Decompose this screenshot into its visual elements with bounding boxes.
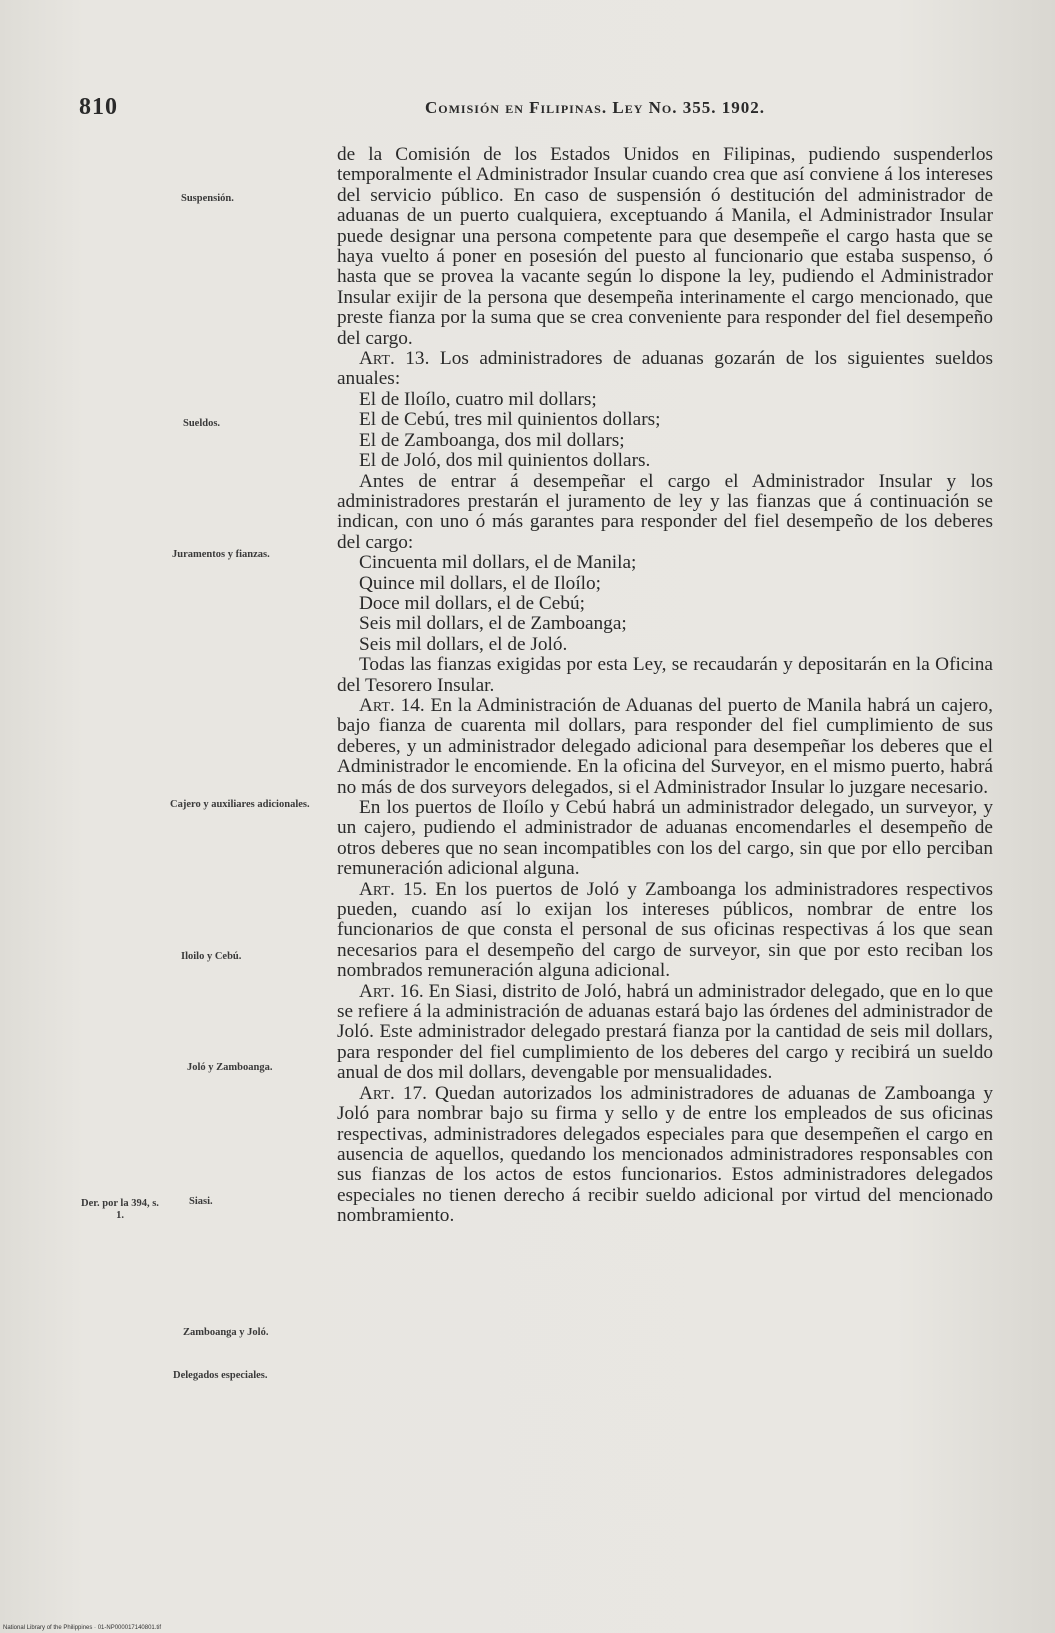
law-text — [337, 145, 993, 1227]
salary-zamboanga: El de Zamboanga, dos mil dollars; — [359, 429, 625, 451]
salary-cebu: El de Cebú, tres mil quinientos dollars; — [359, 409, 661, 431]
article-text: En la Administración de Aduanas del puerto de Manila habrá un cajero, bajo fianza de cuarenta mil dollars, para responder del fiel cumplimiento de sus deberes, y un administrador delegado adicional para desempeñar los deberes que el Administrador le encomiende. En la oficina del Surveyor, en el mismo puerto, habrá no más de dos surveyors delegados, si el Administrador Insular lo juzgare necesario. — [337, 694, 994, 798]
article-text: Quedan autorizados los administradores de aduanas de Zamboanga y Joló para nombrar bajo su firma y sello y de entre los empleados de sus oficinas respectivas, administradores delegados especiales para que desempeñen el cargo en ausencia de aquellos, quedando los mencionados administradores responsables con sus fianzas de los actos de estos funcionarios. Estos administradores delegados especiales no tienen derecho á recibir sueldo adicional por virtud del mencionado nombramiento. — [337, 1082, 994, 1227]
margin-note-sueldos: Sueldos. — [183, 418, 221, 429]
article-label: Art. 13. — [359, 348, 430, 370]
article-17 — [337, 1084, 993, 1227]
margin-note-suspension: Suspensión. — [181, 193, 234, 204]
page-header — [0, 94, 1055, 130]
salary-iloilo: El de Iloílo, cuatro mil dollars; — [359, 388, 597, 410]
article-15 — [337, 880, 993, 982]
article-13 — [337, 349, 993, 390]
article-text: En Siasi, distrito de Joló, habrá un administrador delegado, que en lo que se refiere á la administración de aduanas estará bajo las órdenes del administrador de Joló. Este administrador delegado prestará fianza por la cantidad de seis mil dollars, para responder del fiel cumplimiento de los deberes del cargo y recibirá un sueldo anual de dos mil dollars, devengable por mensualidades. — [337, 980, 994, 1084]
bond-iloilo: Quince mil dollars, el de Iloílo; — [359, 572, 602, 594]
page-number: 810 — [79, 94, 118, 120]
margin-note-jolo: Joló y Zamboanga. — [187, 1062, 273, 1073]
article-text: Los administradores de aduanas gozarán de los siguientes sueldos anuales: — [337, 348, 993, 390]
margin-note-siasi: Siasi. — [189, 1196, 213, 1207]
margin-note-juramentos: Juramentos y fianzas. — [172, 549, 270, 560]
bond-zamboanga: Seis mil dollars, el de Zamboanga; — [359, 613, 627, 635]
bond-manila: Cincuenta mil dollars, el de Manila; — [359, 552, 637, 574]
article-16 — [337, 982, 993, 1084]
article-label: Art. 17. — [359, 1082, 427, 1104]
margin-note-derogado: Der. por la 394, s. 1. — [81, 1198, 159, 1221]
paragraph-iloilo-cebu: En los puertos de Iloílo y Cebú habrá un administrador delegado, un surveyor, y un cajero, pudiendo el administrador de aduanas encomendarles el desempeño de otros deberes que no sean incompatibles con los del cargo, sin que por ello perciban remuneración adicional alguna. — [337, 797, 993, 880]
scan-credit: National Library of the Philippines · 01-NP000017140801.tif — [3, 1625, 162, 1631]
article-text: En los puertos de Joló y Zamboanga los administradores respectivos pueden, cuando así lo exijan los intereses públicos, nombrar de entre los funcionarios de que consta el personal de sus oficinas respectivas á los que sean necesarios para el desempeño del cargo de surveyor, sin que por esto reciban los nombrados remuneración alguna adicional. — [337, 878, 994, 982]
paragraph-suspension: de la Comisión de los Estados Unidos en Filipinas, pudiendo suspenderlos temporalmente el Administrador Insular cuando crea que así conviene á los intereses del servicio público. En caso de suspensión ó destitución del administrador de aduanas de un puerto cualquiera, exceptuando á Manila, el Administrador Insular puede designar una persona competente para que desempeñe el cargo hasta que se haya vuelto á poner en posesión del puesto al funcionario que estaba suspenso, ó hasta que se provea la vacante según lo dispone la ley, pudiendo el Administrador Insular exijir de la persona que desempeña interinamente el cargo mencionado, que preste fianza por la suma que se crea conveniente para responder del fiel desempeño del cargo. — [337, 144, 993, 349]
margin-note-delegados: Delegados especiales. — [173, 1370, 268, 1381]
article-14 — [337, 696, 993, 798]
paragraph-bonds: Antes de entrar á desempeñar el cargo el Administrador Insular y los administradores prestarán el juramento de ley y las fianzas que á continuación se indican, con uno ó más garantes para responder del fiel desempeño de los deberes del cargo: — [337, 470, 993, 553]
running-head: Comisión en Filipinas. Ley No. 355. 1902. — [425, 98, 765, 117]
bond-jolo: Seis mil dollars, el de Joló. — [359, 633, 568, 655]
paragraph-deposit: Todas las fianzas exigidas por esta Ley, se recaudarán y depositarán en la Oficina del Tesorero Insular. — [337, 654, 993, 696]
article-label: Art. 16. — [359, 980, 424, 1002]
bond-cebu: Doce mil dollars, el de Cebú; — [359, 592, 585, 614]
margin-note-cajero: Cajero y auxiliares adicionales. — [170, 799, 310, 810]
article-label: Art. 14. — [359, 694, 425, 716]
article-label: Art. 15. — [359, 878, 428, 900]
salary-jolo: El de Joló, dos mil quinientos dollars. — [359, 450, 651, 472]
margin-note-zamboanga: Zamboanga y Joló. — [183, 1327, 269, 1338]
margin-note-iloilo: Iloilo y Cebú. — [181, 951, 242, 962]
